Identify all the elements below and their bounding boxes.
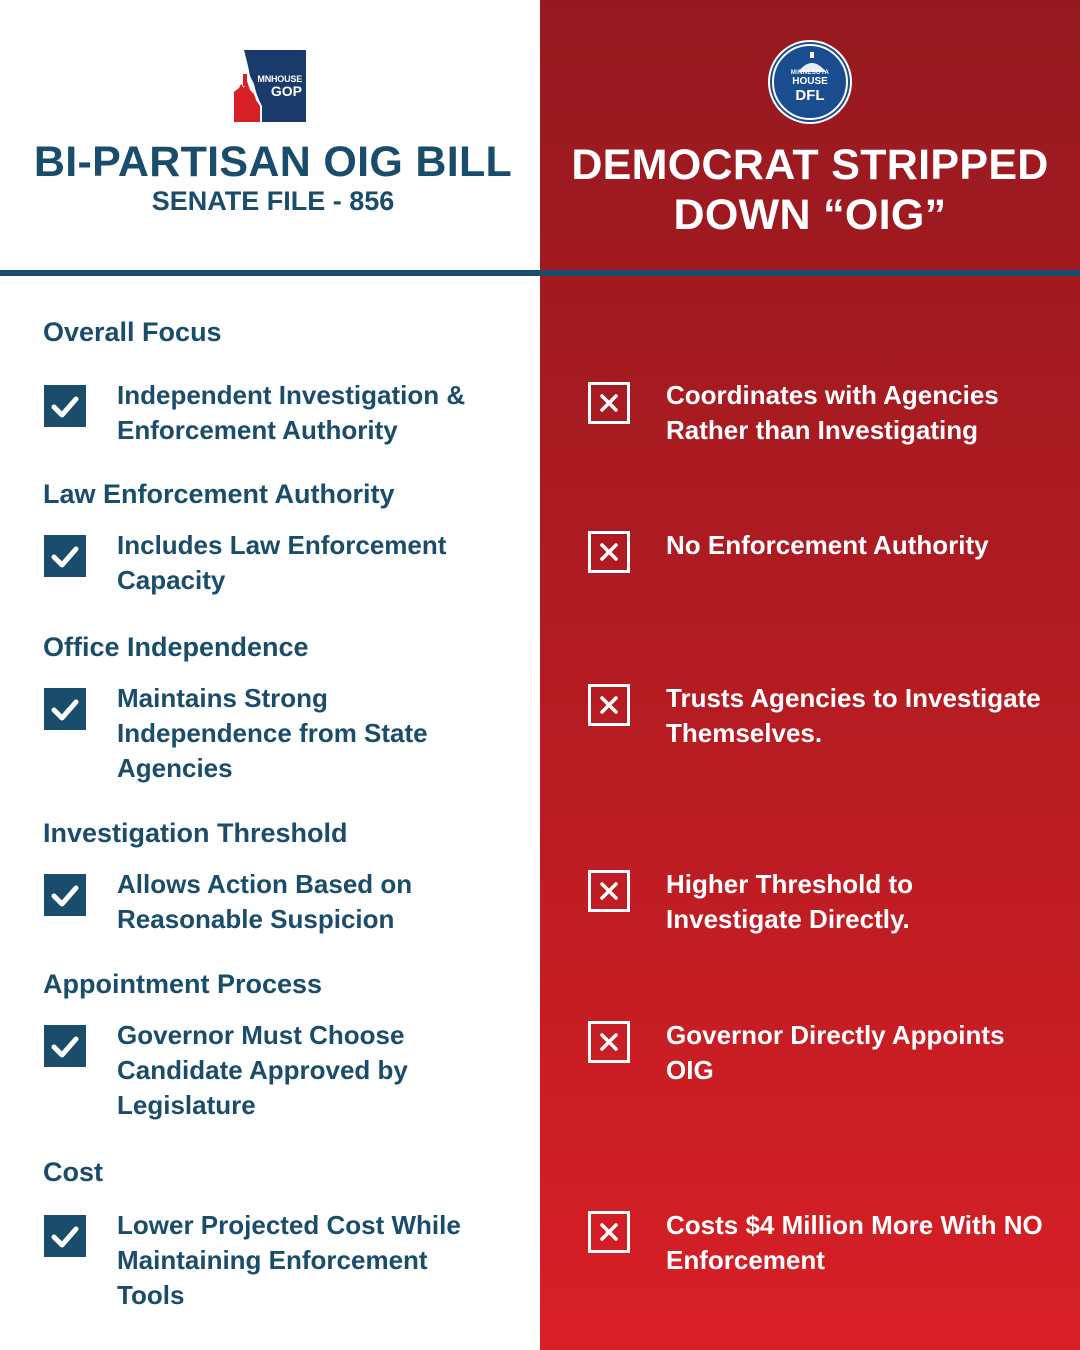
right-item-line: Trusts Agencies to Investigate <box>666 683 1041 713</box>
left-item-line: Independence from State <box>117 718 428 748</box>
right-item-line: Coordinates with Agencies <box>666 380 999 410</box>
left-item-line: Independent Investigation & <box>117 380 466 410</box>
row-heading: Investigation Threshold <box>43 818 348 848</box>
left-item-text <box>117 378 517 448</box>
left-item-text <box>117 867 517 937</box>
dfl-logo-line2: HOUSE <box>792 76 828 87</box>
header-divider-left <box>0 270 540 276</box>
row-heading: Overall Focus <box>43 317 222 347</box>
left-title: BI-PARTISAN OIG BILL <box>33 138 513 186</box>
checkmark-icon <box>44 874 86 916</box>
gop-logo-line2: GOP <box>270 83 302 99</box>
gop-logo-line1: MNHOUSE <box>257 74 302 84</box>
header-divider-right <box>540 270 1080 276</box>
checkmark-icon <box>44 385 86 427</box>
left-item-line: Enforcement Authority <box>117 415 398 445</box>
left-item-line: Maintaining Enforcement <box>117 1245 428 1275</box>
x-mark-icon <box>588 382 630 424</box>
x-mark-icon <box>588 870 630 912</box>
right-item-text <box>666 1208 1066 1278</box>
right-item-text <box>666 528 1066 563</box>
right-item-line: Higher Threshold to <box>666 869 913 899</box>
row-heading: Appointment Process <box>43 969 323 999</box>
right-item-line: No Enforcement Authority <box>666 530 989 560</box>
x-mark-icon <box>588 1021 630 1063</box>
x-mark-icon <box>588 531 630 573</box>
dfl-logo-line1: MINNESOTA <box>790 70 830 76</box>
left-item-line: Agencies <box>117 753 233 783</box>
right-item-line: Governor Directly Appoints <box>666 1020 1005 1050</box>
left-item-line: Allows Action Based on <box>117 869 413 899</box>
row-heading: Cost <box>43 1157 103 1187</box>
right-item-line: Enforcement <box>666 1245 825 1275</box>
checkmark-icon <box>44 1025 86 1067</box>
right-item-text <box>666 1018 1066 1088</box>
left-item-text <box>117 528 517 598</box>
checkmark-icon <box>44 688 86 730</box>
left-item-text <box>117 1208 517 1313</box>
checkmark-icon <box>44 535 86 577</box>
row-heading: Office Independence <box>43 632 309 662</box>
left-item-text <box>117 1018 517 1123</box>
checkmark-icon <box>44 1215 86 1257</box>
right-title <box>540 140 1080 240</box>
right-item-line: Investigate Directly. <box>666 904 910 934</box>
right-item-line: OIG <box>666 1055 714 1085</box>
right-item-text <box>666 681 1066 751</box>
right-item-line: Themselves. <box>666 718 823 748</box>
left-item-line: Governor Must Choose <box>117 1020 405 1050</box>
left-item-line: Candidate Approved by <box>117 1055 408 1085</box>
dfl-logo-line3: DFL <box>795 87 825 104</box>
left-item-text <box>117 681 517 786</box>
right-title-line1: DEMOCRAT STRIPPED <box>571 141 1049 189</box>
left-item-line: Reasonable Suspicion <box>117 904 395 934</box>
x-mark-icon <box>588 684 630 726</box>
x-mark-icon <box>588 1211 630 1253</box>
right-item-line: Rather than Investigating <box>666 415 979 445</box>
right-item-text <box>666 378 1066 448</box>
right-title-line2: DOWN “OIG” <box>673 191 947 239</box>
mnhouse-gop-logo <box>232 48 306 122</box>
left-item-line: Maintains Strong <box>117 683 328 713</box>
left-subtitle: SENATE FILE - 856 <box>151 186 395 216</box>
left-item-line: Tools <box>117 1280 185 1310</box>
left-item-line: Legislature <box>117 1090 256 1120</box>
right-item-line: Costs $4 Million More With NO <box>666 1210 1043 1240</box>
left-item-line: Lower Projected Cost While <box>117 1210 461 1240</box>
minnesota-house-dfl-logo <box>768 40 852 124</box>
right-item-text <box>666 867 1066 937</box>
left-item-line: Includes Law Enforcement <box>117 530 447 560</box>
row-heading: Law Enforcement Authority <box>43 479 395 509</box>
left-item-line: Capacity <box>117 565 226 595</box>
